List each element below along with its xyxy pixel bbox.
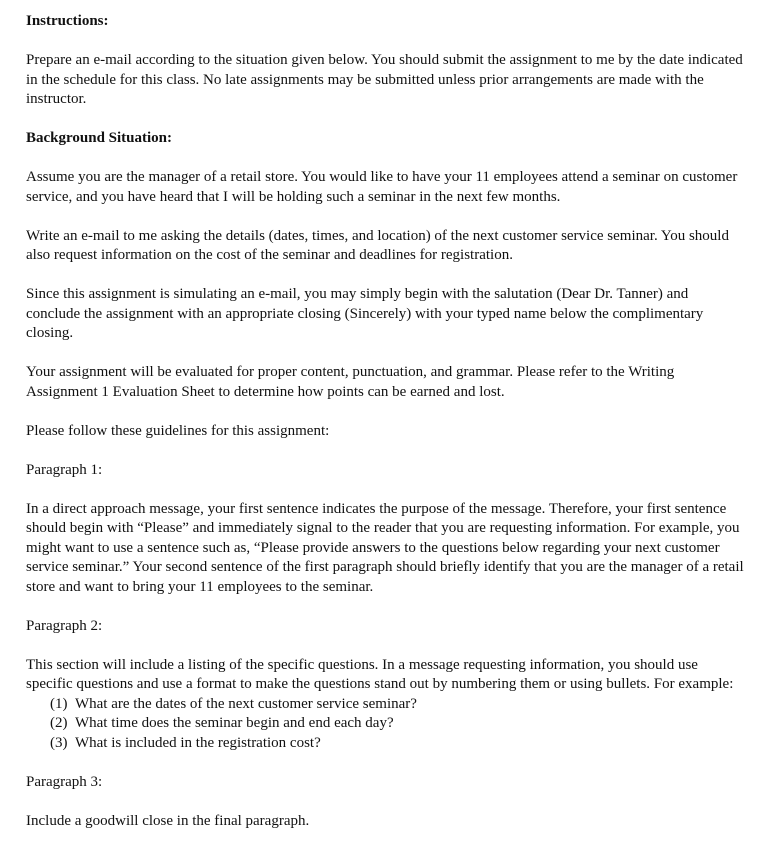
background-paragraph: Your assignment will be evaluated for proper content, punctuation, and grammar. Please refer to the Writing Assignment 1 Evaluation Sheet to determine how points can be earned and lost.	[26, 364, 675, 400]
background-heading: Background Situation:	[26, 130, 173, 146]
question-item	[50, 695, 746, 715]
instructions-heading: Instructions:	[26, 13, 109, 29]
assignment-document	[26, 12, 746, 831]
background-paragraph: Since this assignment is simulating an e-mail, you may simply begin with the salutation (Dear Dr. Tanner) and conclude the assignment with an appropriate closing (Sincerely) with your typed name below the complimentary closing.	[26, 286, 704, 341]
question-item	[50, 714, 746, 734]
paragraph2-text: This section will include a listing of the specific questions. In a message requesting information, you should use specific questions and use a format to make the questions stand out by numbering them or using bullets. For example:	[26, 656, 734, 692]
question-number: (1)	[50, 695, 68, 712]
question-text: What are the dates of the next customer service seminar?	[74, 695, 417, 712]
paragraph1-label: Paragraph 1:	[26, 461, 103, 478]
paragraph1-text: In a direct approach message, your first sentence indicates the purpose of the message. Therefore, your first sentence should begin with “Please” and immediately signal to the reader that you are requesting information. For example, you might want to use a sentence such as, “Please provide answers to the questions below regarding your next customer service seminar.” Your second sentence of the first paragraph should briefly identify that you are the manager of a retail store and want to bring your 11 employees to the seminar.	[26, 500, 744, 595]
question-number: (2)	[50, 715, 68, 731]
question-text: What time does the seminar begin and end each day?	[74, 715, 394, 731]
paragraph3-text: Include a goodwill close in the final paragraph.	[26, 812, 310, 829]
question-item	[50, 734, 746, 754]
paragraph2-label: Paragraph 2:	[26, 617, 103, 634]
background-paragraph: Write an e-mail to me asking the details (dates, times, and location) of the next customer service seminar. You should also request information on the cost of the seminar and deadlines for registration.	[26, 227, 729, 263]
question-text: What is included in the registration cost?	[74, 734, 321, 751]
instructions-text: Prepare an e-mail according to the situation given below. You should submit the assignment to me by the date indicated in the schedule for this class. No late assignments may be submitted unless prior arrangements are made with the instructor.	[26, 52, 743, 107]
background-paragraph: Assume you are the manager of a retail store. You would like to have your 11 employees attend a seminar on customer service, and you have heard that I will be holding such a seminar in the next few months.	[26, 169, 738, 205]
guidelines-intro: Please follow these guidelines for this assignment:	[26, 422, 330, 439]
paragraph3-label: Paragraph 3:	[26, 773, 103, 790]
question-number: (3)	[50, 734, 68, 751]
question-list	[26, 695, 746, 754]
